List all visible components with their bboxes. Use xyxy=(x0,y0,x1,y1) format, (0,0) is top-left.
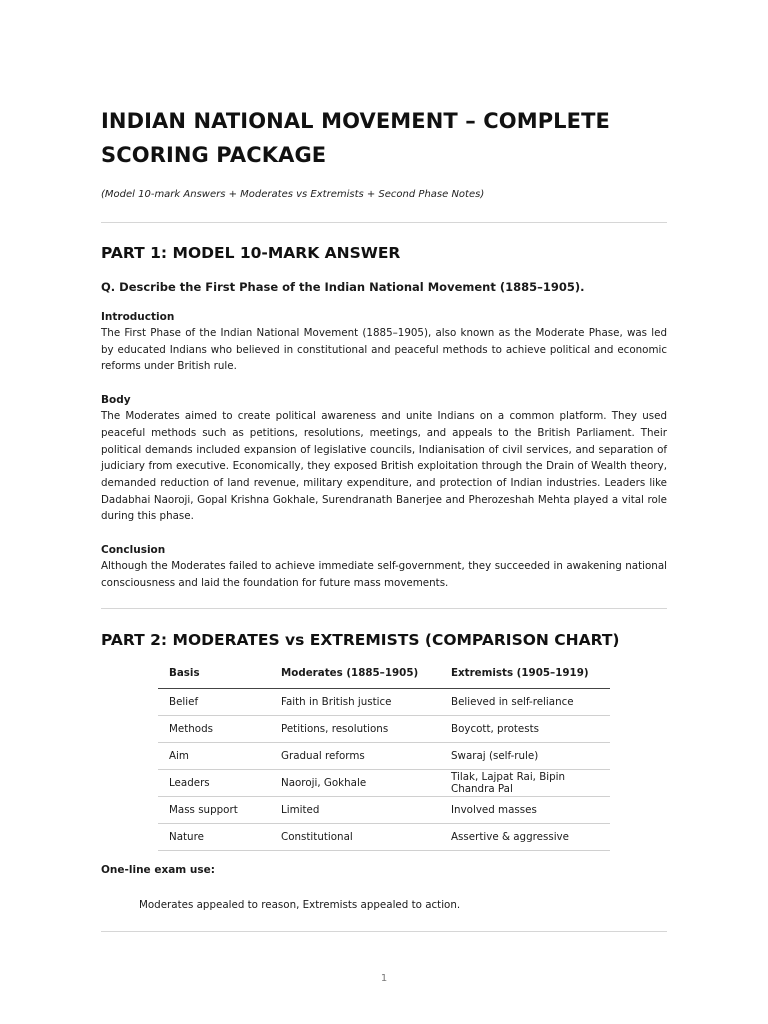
table-cell: Naoroji, Gokhale xyxy=(270,770,440,797)
table-cell: Petitions, resolutions xyxy=(270,716,440,743)
table-cell: Faith in British justice xyxy=(270,689,440,716)
part1-heading: PART 1: MODEL 10-MARK ANSWER xyxy=(101,244,401,262)
divider xyxy=(101,608,667,609)
table-row xyxy=(158,824,610,851)
body-paragraph: The Moderates aimed to create political awareness and unite Indians on a common platform. They used peaceful methods such as petitions, resolutions, meetings, and appeals to the British Parliament. Their political demands included expansion of legislative councils, Indianisation of civil services, and separation of judiciary from executive. Economically, they exposed British exploitation through the Drain of Wealth theory, demanded reduction of land revenue, military expenditure, and protection of Indian industries. Leaders like Dadabhai Naoroji, Gopal Krishna Gokhale, Surendranath Banerjee and Pherozeshah Mehta played a vital role during this phase. xyxy=(101,410,667,523)
introduction-heading: Introduction xyxy=(101,311,175,323)
table-header-cell: Extremists (1905–1919) xyxy=(440,664,610,689)
table-cell: Nature xyxy=(158,824,270,851)
table-row xyxy=(158,689,610,716)
table-row xyxy=(158,770,610,797)
table-header-row xyxy=(158,664,610,689)
table-cell: Constitutional xyxy=(270,824,440,851)
document-subtitle: (Model 10-mark Answers + Moderates vs Extremists + Second Phase Notes) xyxy=(101,189,485,200)
table-cell: Involved masses xyxy=(440,797,610,824)
page-number: 1 xyxy=(380,973,388,984)
one-line-text: Moderates appealed to reason, Extremists appealed to action. xyxy=(139,899,461,912)
table-cell: Methods xyxy=(158,716,270,743)
body-heading: Body xyxy=(101,394,131,407)
part2-heading: PART 2: MODERATES vs EXTREMISTS (COMPARISON CHART) xyxy=(101,631,620,650)
question-text: Q. Describe the First Phase of the Indian National Movement (1885–1905). xyxy=(101,280,585,294)
table-cell: Limited xyxy=(270,797,440,824)
comparison-table xyxy=(158,664,610,851)
page-content xyxy=(101,104,667,932)
table-cell: Leaders xyxy=(158,770,270,797)
table-cell: Assertive & aggressive xyxy=(440,824,610,851)
table-cell: Mass support xyxy=(158,797,270,824)
document-title: INDIAN NATIONAL MOVEMENT – COMPLETE SCORING PACKAGE xyxy=(101,109,610,167)
table-header-cell: Basis xyxy=(158,664,270,689)
table-cell: Aim xyxy=(158,743,270,770)
introduction-paragraph: The First Phase of the Indian National Movement (1885–1905), also known as the Moderate Phase, was led by educated Indians who believed in constitutional and peaceful methods to achieve political and economic reforms under British rule. xyxy=(101,327,667,373)
table-row xyxy=(158,797,610,824)
table-cell: Boycott, protests xyxy=(440,716,610,743)
table-header-cell: Moderates (1885–1905) xyxy=(270,664,440,689)
table-row xyxy=(158,716,610,743)
table-cell: Gradual reforms xyxy=(270,743,440,770)
divider xyxy=(101,222,667,223)
divider xyxy=(101,931,667,932)
table-row xyxy=(158,743,610,770)
table-cell: Tilak, Lajpat Rai, Bipin Chandra Pal xyxy=(440,770,610,797)
table-cell: Swaraj (self-rule) xyxy=(440,743,610,770)
table-cell: Believed in self-reliance xyxy=(440,689,610,716)
table-cell: Belief xyxy=(158,689,270,716)
conclusion-paragraph: Although the Moderates failed to achieve immediate self-government, they succeeded in awakening national consciousness and laid the foundation for future mass movements. xyxy=(101,560,667,589)
conclusion-heading: Conclusion xyxy=(101,544,166,557)
one-line-heading: One-line exam use: xyxy=(101,864,215,877)
